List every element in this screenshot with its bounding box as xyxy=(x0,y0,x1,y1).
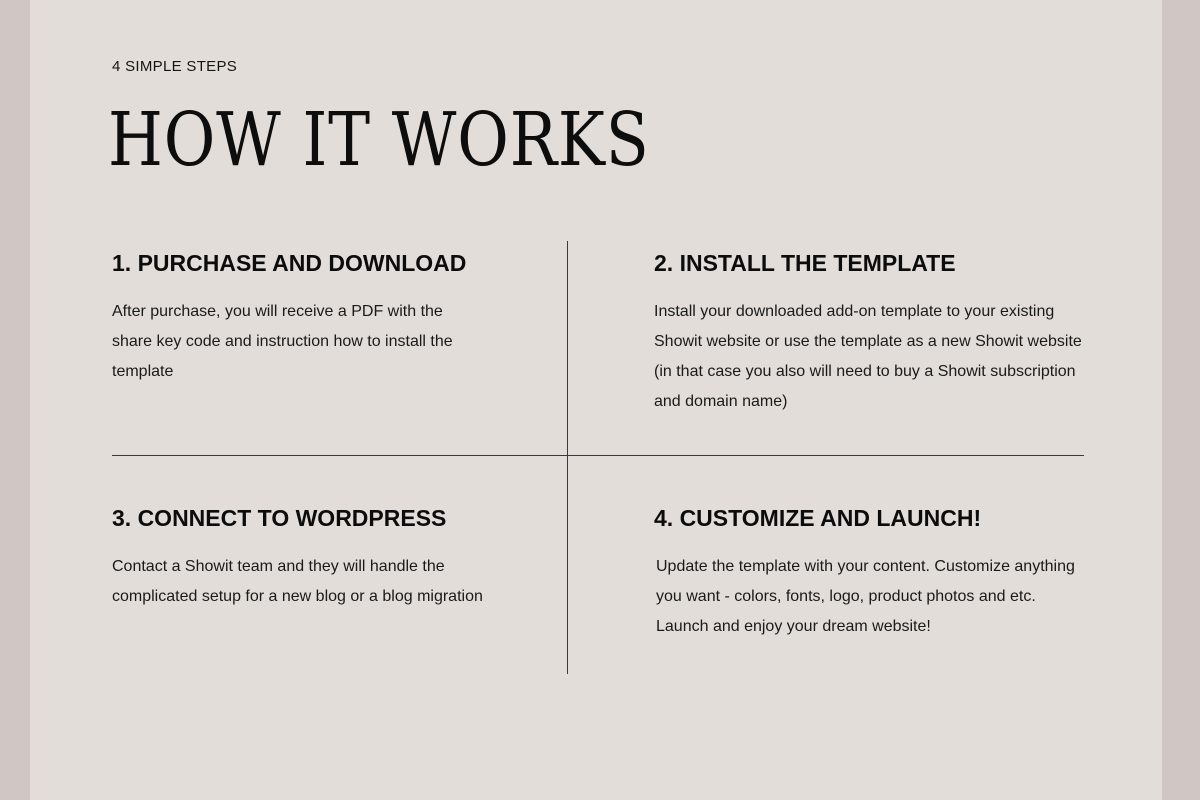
step-title: 4. CUSTOMIZE AND LAUNCH! xyxy=(654,505,982,531)
step-1 xyxy=(112,249,472,387)
step-description: Install your downloaded add-on template to your existing Showit website or use the template as a new Showit website (in that case you also will need to buy a Showit subscription and domain name) xyxy=(654,303,1082,410)
step-3 xyxy=(112,504,532,612)
vertical-divider xyxy=(567,241,568,674)
step-description: Update the template with your content. Customize anything you want - colors, fonts, logo, product photos and etc. Launch and enjoy your dream website! xyxy=(656,558,1075,635)
section-eyebrow: 4 SIMPLE STEPS xyxy=(112,58,238,75)
step-description: Contact a Showit team and they will handle the complicated setup for a new blog or a blog migration xyxy=(112,558,483,605)
step-title: 2. INSTALL THE TEMPLATE xyxy=(654,250,956,276)
step-2 xyxy=(654,249,1084,417)
page-title: HOW IT WORKS xyxy=(108,97,650,183)
step-description: After purchase, you will receive a PDF with the share key code and instruction how to install the template xyxy=(112,303,453,380)
step-4 xyxy=(654,504,1084,642)
step-title: 3. CONNECT TO WORDPRESS xyxy=(112,505,447,531)
horizontal-divider xyxy=(112,455,1084,456)
step-title: 1. PURCHASE AND DOWNLOAD xyxy=(112,250,467,276)
